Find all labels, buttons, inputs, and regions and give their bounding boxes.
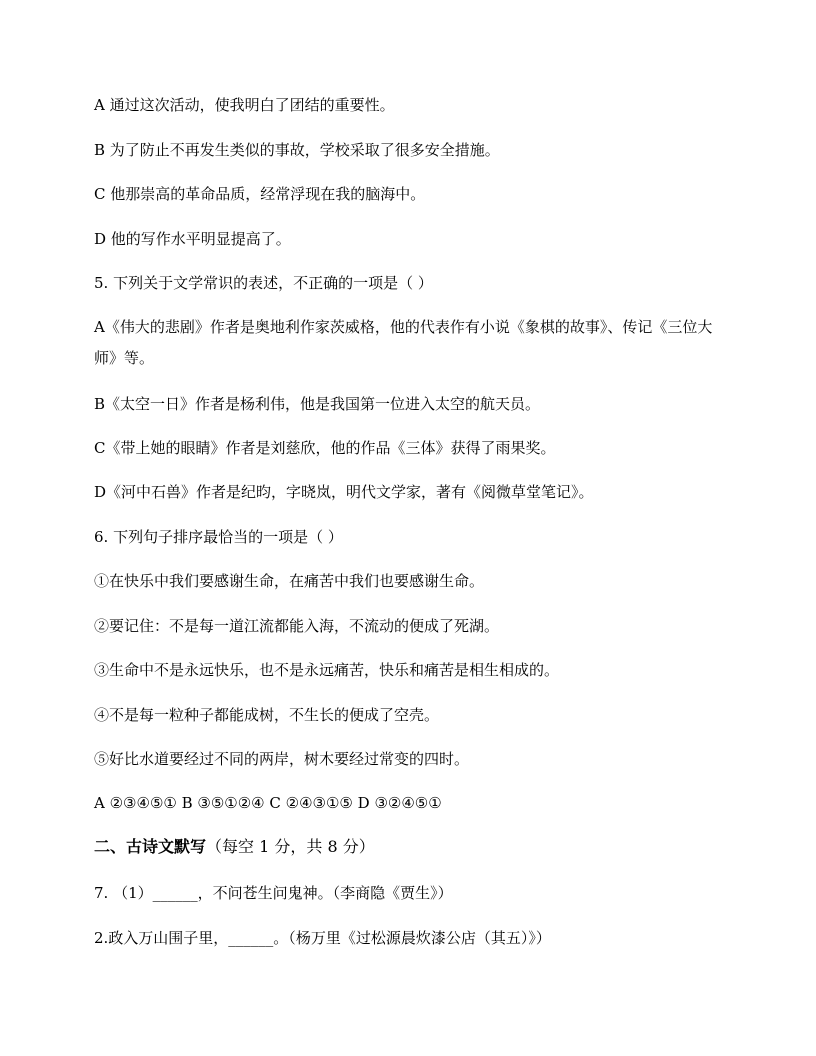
- sentence-1-text: ①在快乐中我们要感谢生命，在痛苦中我们也要感谢生命。: [94, 572, 485, 590]
- option-c-text: C 他那崇高的革命品质，经常浮现在我的脑海中。: [94, 185, 426, 203]
- question-7-2-text: 2.政入万山围子里，______。（杨万里《过松源晨炊漆公店（其五）》）: [94, 929, 551, 947]
- option-b-text: B 为了防止不再发生类似的事故，学校采取了很多安全措施。: [94, 141, 500, 159]
- question-5-text: 5. 下列关于文学常识的表述，不正确的一项是（ ）: [94, 274, 433, 292]
- q5-option-d-text: D《河中石兽》作者是纪昀，字晓岚，明代文学家，著有《阅微草堂笔记》。: [94, 483, 594, 501]
- sentence-3-text: ③生命中不是永远快乐，也不是永远痛苦，快乐和痛苦是相生相成的。: [94, 661, 560, 679]
- sentence-5-text: ⑤好比水道要经过不同的两岸，树木要经过常变的四时。: [94, 750, 470, 768]
- q5-option-c-text: C《带上她的眼睛》作者是刘慈欣，他的作品《三体》获得了雨果奖。: [94, 439, 556, 457]
- sentence-4-text: ④不是每一粒种子都能成树，不生长的便成了空壳。: [94, 706, 440, 724]
- question-6-text: 6. 下列句子排序最恰当的一项是（ ）: [94, 528, 343, 546]
- option-a-text: A 通过这次活动，使我明白了团结的重要性。: [94, 96, 395, 114]
- question-7-1-text: 7. （1）______，不问苍生问鬼神。（李商隐《贾生》）: [94, 884, 453, 902]
- q5-option-a-text: A《伟大的悲剧》作者是奥地利作家茨威格，他的代表作有小说《象棋的故事》、传记《三位大师》等。: [94, 318, 713, 367]
- q6-options-text: A ②③④⑤① B ③⑤①②④ C ②④③①⑤ D ③②④⑤①: [94, 794, 442, 812]
- section-title: 二、古诗文默写: [94, 837, 207, 856]
- option-d-text: D 他的写作水平明显提高了。: [94, 230, 291, 248]
- section-note: （每空 1 分，共 8 分）: [206, 837, 375, 856]
- section-heading: [94, 836, 734, 858]
- sentence-2-text: ②要记住：不是每一道江流都能入海，不流动的便成了死湖。: [94, 617, 500, 635]
- q5-option-b-text: B《太空一日》作者是杨利伟，他是我国第一位进入太空的航天员。: [94, 395, 541, 413]
